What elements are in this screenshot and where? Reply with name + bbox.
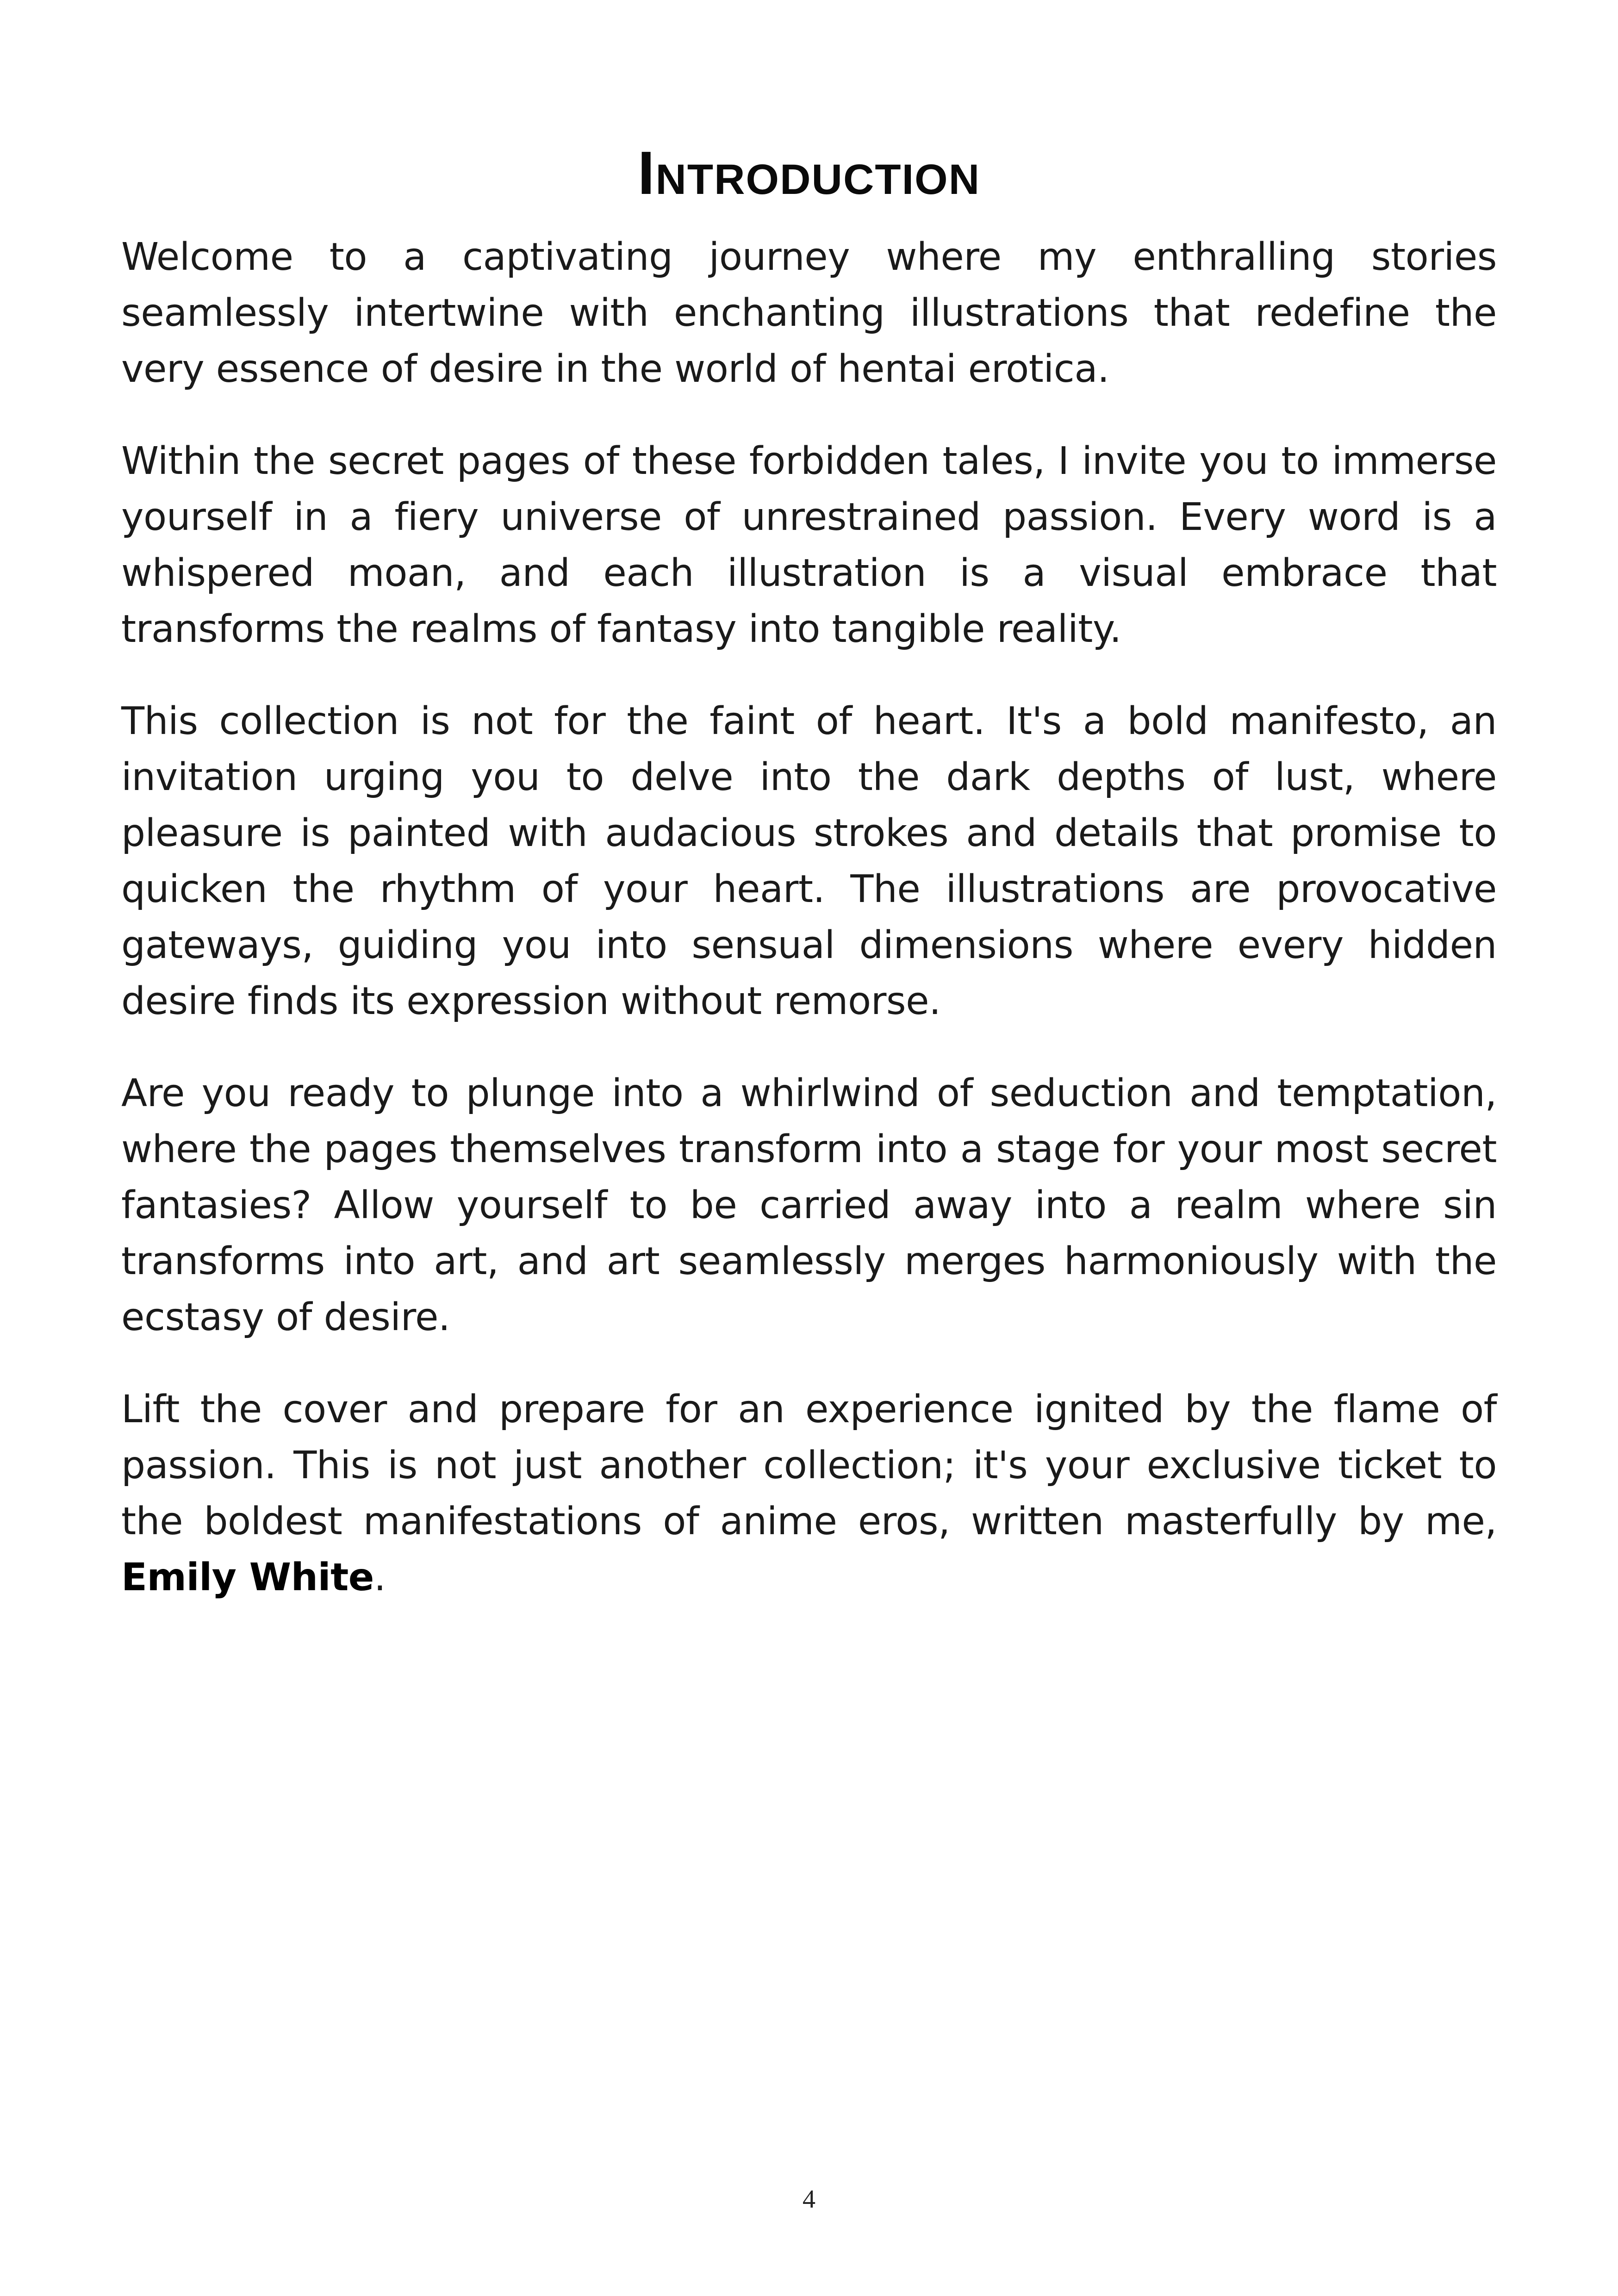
closing-text: Lift the cover and prepare for an experience ignited by the flame of passion. This is not just another collection; it's your exclusive ticket to the boldest manifestations of anime eros, written masterfully by me, — [121, 1388, 1497, 1543]
paragraph-4: Are you ready to plunge into a whirlwind of seduction and temptation, where the pages themselves transform into a stage for your most secret fantasies? Allow yourself to be carried away into a realm where sin transforms into art, and art seamlessly merges harmoniously with the ecstasy of desire. — [121, 1071, 1497, 1339]
paragraph-2: Within the secret pages of these forbidden tales, I invite you to immerse yourself in a fiery universe of unrestrained passion. Every word is a whispered moan, and each illustration is a visual embrace that transforms the realms of fantasy into tangible reality. — [121, 439, 1497, 651]
page-number: 4 — [803, 2185, 815, 2214]
page-title: Introduction — [637, 139, 981, 207]
author-name: Emily White — [121, 1556, 374, 1599]
closing-period: . — [373, 1556, 386, 1599]
paragraph-3: This collection is not for the faint of heart. It's a bold manifesto, an invitation urging you to delve into the dark depths of lust, where pleasure is painted with audacious strokes and details that promise to quicken the rhythm of your heart. The illustrations are provocative gateways, guiding you into sensual dimensions where every hidden desire finds its expression without remorse. — [121, 699, 1497, 1023]
body-text — [121, 229, 1497, 1642]
paragraph-5 — [121, 1381, 1497, 1605]
paragraph-1: Welcome to a captivating journey where my enthralling stories seamlessly intertwine with enchanting illustrations that redefine the very essence of desire in the world of hentai erotica. — [121, 235, 1497, 391]
